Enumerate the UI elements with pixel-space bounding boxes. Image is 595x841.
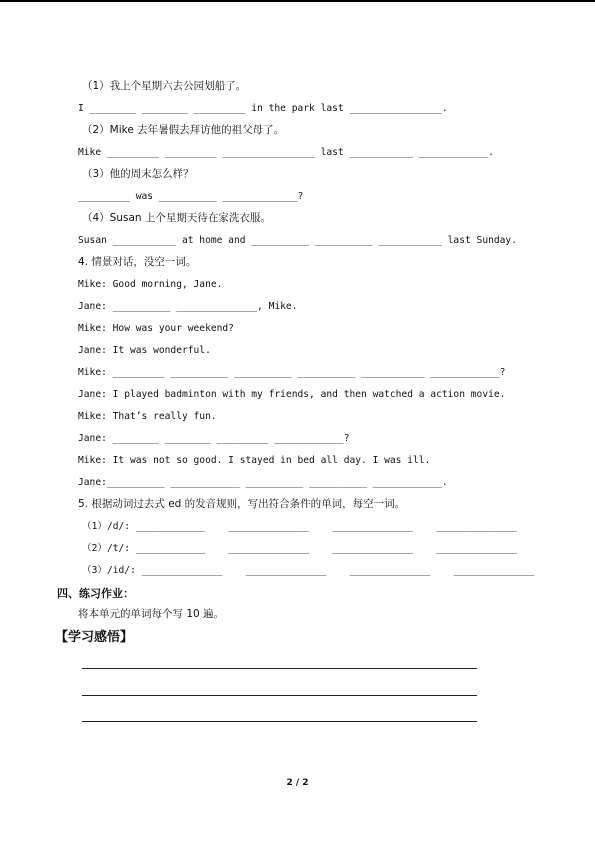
ed-pronunciation-d: （1）/d/: ____________ ______________ ______________ ______________: [82, 521, 518, 532]
ed-pronunciation-id: （3）/id/: ______________ ______________ ______________ ______________: [82, 565, 535, 576]
dialogue-line-4: Jane: It was wonderful.: [78, 345, 211, 356]
dialogue-line-2: Jane: __________ ______________, Mike.: [78, 301, 298, 312]
translation-answer-3: _________ was __________ _____________?: [78, 191, 304, 202]
section-5-heading: 5. 根据动词过去式 ed 的发音规则，写出符合条件的单词，每空一词。: [78, 498, 406, 510]
homework-section-title: 四、练习作业：: [57, 587, 134, 600]
translation-prompt-3: （3）他的周末怎么样？: [82, 168, 194, 180]
reflection-section-title: 【学习感悟】: [55, 630, 134, 645]
section-4-dialogue-heading: 4. 情景对话，没空一词。: [78, 256, 197, 268]
page-number: 2 / 2: [286, 778, 309, 788]
translation-answer-1: I ________ ________ _________ in the park last ________________.: [78, 103, 448, 114]
dialogue-line-7: Mike: That’s really fun.: [78, 411, 217, 422]
translation-prompt-1: （1）我上个星期六去公园划船了。: [82, 80, 247, 92]
dialogue-line-3: Mike: How was your weekend?: [78, 323, 234, 334]
dialogue-line-1: Mike: Good morning, Jane.: [78, 279, 223, 290]
reflection-writing-line-1: [82, 668, 477, 669]
reflection-writing-line-2: [82, 695, 477, 696]
dialogue-line-10: Jane:__________ ____________ __________ __________ ____________.: [78, 477, 448, 488]
dialogue-line-5: Mike: _________ __________ __________ __________ ___________ ____________?: [78, 367, 506, 378]
translation-answer-2: Mike _________ _________ ________________ last ___________ ____________.: [78, 147, 494, 158]
dialogue-line-6: Jane: I played badminton with my friends, and then watched a action movie.: [78, 389, 506, 400]
reflection-writing-line-3: [82, 721, 477, 722]
translation-prompt-2: （2）Mike 去年暑假去拜访他的祖父母了。: [82, 124, 285, 136]
ed-pronunciation-t: （2）/t/: ____________ ______________ ______________ ______________: [82, 543, 518, 554]
dialogue-line-8: Jane: ________ ________ _________ ____________?: [78, 433, 350, 444]
translation-answer-4: Susan ___________ at home and __________ __________ ___________ last Sunday.: [78, 235, 517, 246]
homework-instruction: 将本单元的单词每个写 10 遍。: [78, 608, 225, 620]
translation-prompt-4: （4）Susan 上个星期天待在家洗衣服。: [82, 212, 271, 224]
dialogue-line-9: Mike: It was not so good. I stayed in bed all day. I was ill.: [78, 455, 431, 466]
